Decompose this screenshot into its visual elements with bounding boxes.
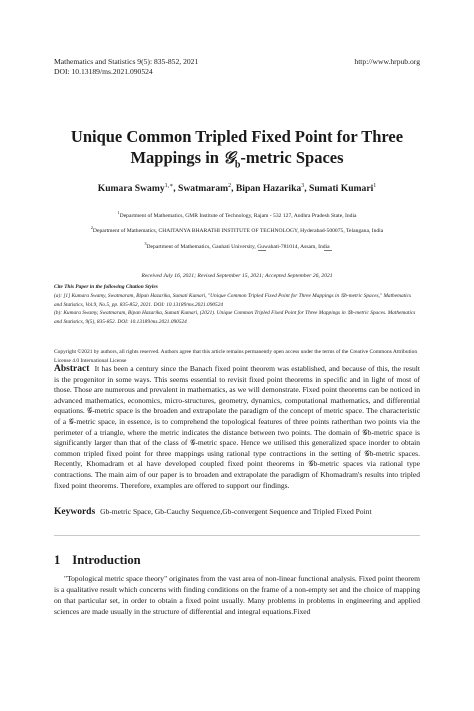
- affiliation-text: Department of Mathematics, Gauhati University, Guwahati-781014, Assam, India: [146, 243, 330, 250]
- received-dates: Received July 16, 2021; Revised September 15, 2021; Accepted September 26, 2021: [141, 273, 333, 279]
- author-mark: 1: [373, 183, 377, 189]
- abstract-label: Abstract: [54, 364, 90, 374]
- author-name: Swatmaram: [178, 183, 229, 195]
- affiliation-mark: 1: [117, 210, 120, 215]
- author-list: [30, 182, 444, 194]
- author-separator: ,: [304, 183, 310, 195]
- author-separator: ,: [173, 183, 179, 195]
- affiliations: [30, 207, 444, 253]
- citation-heading: Cite This Paper in the following Citation Styles: [54, 284, 158, 290]
- section-title: Introduction: [72, 553, 141, 567]
- keywords: [54, 507, 420, 517]
- title-prefix: Mappings in: [130, 148, 224, 167]
- abstract-text: It has been a century since the Banach fixed point theorem was established, and because of this, the result is the progenitor in some ways. This seems essential to revisit fixed point theorems in specific and in light of most of those. Those are numerous and prevalent in mathematics, as we will demonstrate. Fixed point theorems can be noticed in advanced mathematics, economics, micro-structures, geometry, dynamics, computational mathematics, and differential equations. 𝒢-metric space is the broaden and extrapolate the paradigm of the concept of metric space. The characteristic of a 𝒢-metric space, in essence, is to comprehend the topological features of three points ratherthan two points via the perimeter of a triangle, where the metric indicates the distance between two points. The domain of 𝒢b-metric space is significantly larger than that of the class of 𝒢-metric space. Hence we utilised this generalized space inorder to obtain common tripled fixed point for three mappings using rational type contractions in the setting of 𝒢b-metric spaces. Recently, Khomadram et al have developed coupled fixed point theorems in 𝒢b-metric spaces via rational type contractions. The main aim of our paper is to broaden and extrapolate the paradigm of Khomadram's results into tripled fixed point theorems. Therefore, examples are offered to support our findings.: [54, 364, 420, 490]
- title-line-1: Unique Common Tripled Fixed Point for Three: [70, 127, 404, 146]
- section-heading: [54, 553, 141, 568]
- keywords-text: Gb-metric Space, Gb-Cauchy Sequence,Gb-convergent Sequence and Tripled Fixed Point: [100, 507, 372, 516]
- citation-style-a: (a): [1] Kumara Swamy, Swatmaram, Bipan Hazarika, Sumati Kumari, "Unique Common Tripled Fixed Point for Three Mappings in 𝒢b-metric Spaces," Mathematics and Statistics, Vol.9, No.5, pp. 835-852, 2021. DOI: 10.13189/ms.2021.090524: [54, 292, 412, 308]
- introduction-paragraph: "Topological metric space theory" originates from the vast area of non-linear functional analysis. Fixed point theorem is a qualitative result which concerns with finding conditions on the frame of a non-empty set and the choice of mapping on that particular set, in order to obtain a fixed point usually. Many problems in problems in engineering and applied sciences are made usually in the structure of differential and integral equations.Fixed: [54, 574, 420, 616]
- affiliation: [30, 207, 444, 222]
- section-number: 1: [54, 553, 61, 567]
- author-name: Sumati Kumari: [309, 183, 374, 195]
- title-subscript: b: [234, 159, 241, 171]
- author-separator: ,: [231, 183, 236, 195]
- copyright-notice: Copyright ©2021 by authors, all rights reserved. Authors agree that this article remains permanently open access under the terms of the Creative Commons Attribution License 4.0 International License: [54, 349, 418, 364]
- title-suffix: -metric Spaces: [240, 148, 344, 167]
- doi: DOI: 10.13189/ms.2021.090524: [54, 67, 153, 76]
- paper-title: [30, 126, 444, 175]
- journal-citation: Mathematics and Statistics 9(5): 835-852, 2021: [54, 57, 199, 66]
- affiliation-mark: 2: [90, 225, 93, 231]
- citation-style-b: (b): Kumara Swamy, Swatmaram, Bipan Hazarika, Sumati Kumari, (2021). Unique Common Tripled Fixed Point for Three Mappings in 𝒢b-metric Spaces. Mathematics and Statistics, 9(5), 835-852. DOI: 10.13189/ms.2021.090524: [54, 310, 416, 326]
- affiliation-text: Department of Mathematics, CHAITANYA BHARATHI INSTITUTE OF TECHNOLOGY, Hyderabad-500075, Telangana, India: [92, 228, 384, 235]
- affiliation-mark: 3: [144, 240, 147, 246]
- section-divider: [54, 535, 420, 536]
- affiliation: [30, 238, 444, 253]
- author-mark: 3: [301, 183, 305, 189]
- citation-styles: [54, 283, 420, 327]
- title-symbol: 𝒢: [223, 148, 235, 167]
- abstract: [54, 364, 420, 491]
- author-mark: 1,∗: [164, 183, 174, 189]
- separator-dash: [258, 250, 266, 251]
- running-header: [54, 57, 420, 77]
- journal-url[interactable]: http://www.hrpub.org: [354, 57, 420, 66]
- title-line-2: [30, 147, 444, 175]
- author-name: Bipan Hazarika: [235, 183, 302, 195]
- affiliation-text: Department of Mathematics, GMR Institute of Technology, Rajam - 532 127, Andhra Pradesh State, India: [119, 212, 357, 219]
- affiliation: [30, 222, 444, 237]
- author-mark: 2: [228, 183, 232, 189]
- keywords-label: Keywords: [54, 507, 96, 517]
- author-name: Kumara Swamy: [97, 183, 165, 195]
- separator-dash: [324, 250, 332, 251]
